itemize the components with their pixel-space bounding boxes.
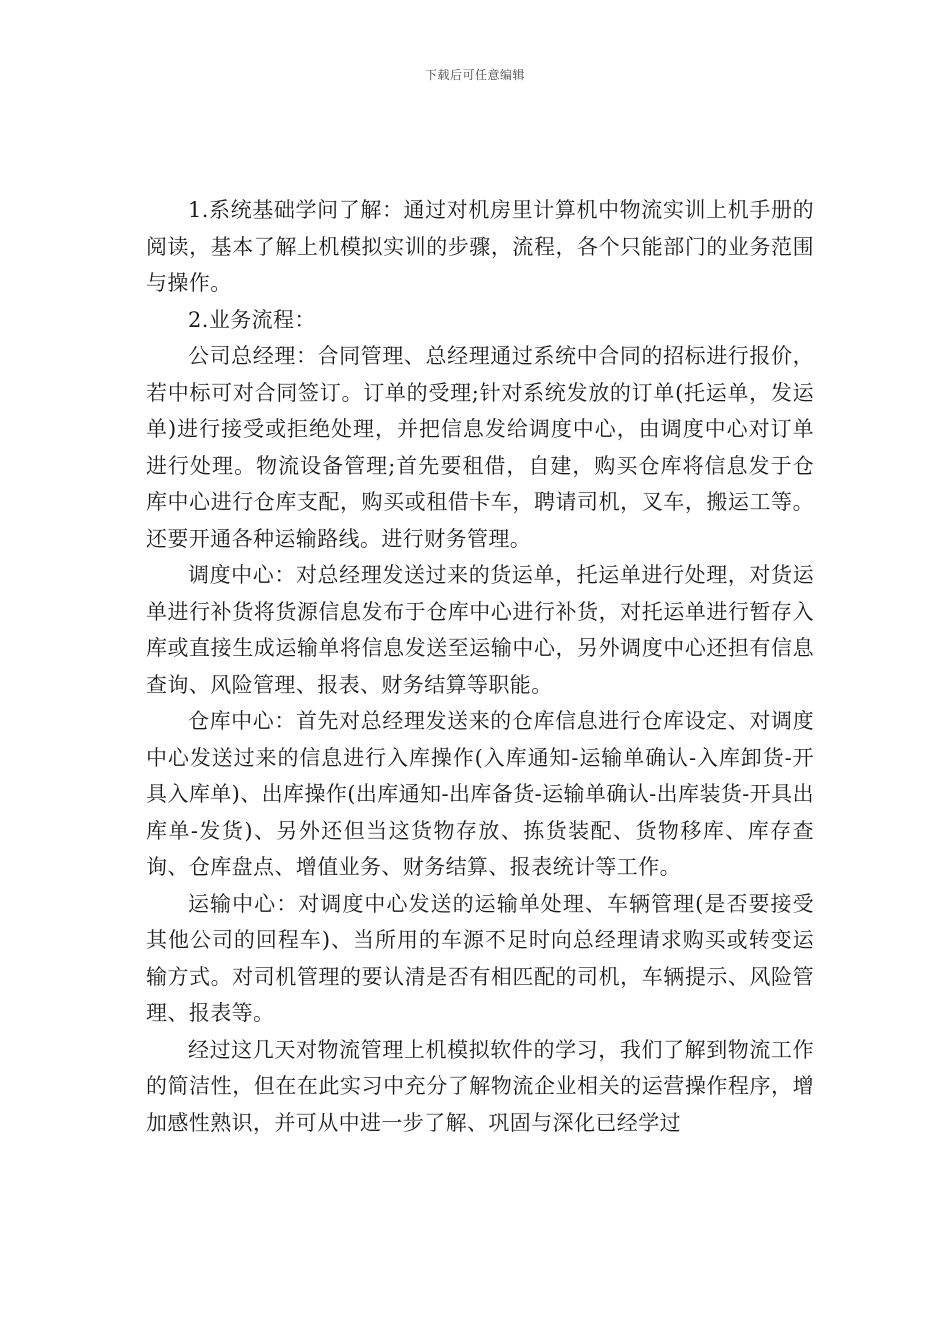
- paragraph-summary: 经过这几天对物流管理上机模拟软件的学习，我们了解到物流工作的简洁性，但在在此实习中充分了解物流企业相关的运营操作程序，增加感性熟识，并可从中进一步了解、巩固与深化已经学过: [146, 1037, 814, 1135]
- paragraph-system-basics: 1.系统基础学问了解：通过对机房里计算机中物流实训上机手册的阅读，基本了解上机模拟实训的步骤，流程，各个只能部门的业务范围与操作。: [146, 198, 814, 295]
- paragraph-warehouse-center: 仓库中心：首先对总经理发送来的仓库信息进行仓库设定、对调度中心发送过来的信息进行入库操作(入库通知-运输单确认-入库卸货-开具入库单)、出库操作(出库通知-出库备货-运输单确认-出库装货-开具出库单-发货)、另外还但当这货物存放、拣货装配、货物移库、库存查询、仓库盘点、增值业务、财务结算、报表统计等工作。: [146, 709, 814, 879]
- paragraph-general-manager: 公司总经理：合同管理、总经理通过系统中合同的招标进行报价，若中标可对合同签订。订单的受理;针对系统发放的订单(托运单，发运单)进行接受或拒绝处理，并把信息发给调度中心，由调度中心对订单进行处理。物流设备管理;首先要租借，自建，购买仓库将信息发于仓库中心进行仓库支配，购买或租借卡车，聘请司机，叉车，搬运工等。还要开通各种运输路线。进行财务管理。: [146, 344, 814, 551]
- paragraph-transport-center: 运输中心：对调度中心发送的运输单处理、车辆管理(是否要接受其他公司的回程车)、当所用的车源不足时向总经理请求购买或转变运输方式。对司机管理的要认清是否有相匹配的司机，车辆提示、风险管理、报表等。: [146, 891, 814, 1025]
- page-header: 下载后可任意编辑: [424, 68, 525, 82]
- paragraph-dispatch-center: 调度中心：对总经理发送过来的货运单，托运单进行处理，对货运单进行补货将货源信息发布于仓库中心进行补货，对托运单进行暂存入库或直接生成运输单将信息发送至运输中心，另外调度中心还担有信息查询、风险管理、报表、财务结算等职能。: [146, 563, 814, 697]
- paragraph-business-process-heading: 2.业务流程：: [188, 307, 316, 332]
- document-body: [146, 192, 814, 1141]
